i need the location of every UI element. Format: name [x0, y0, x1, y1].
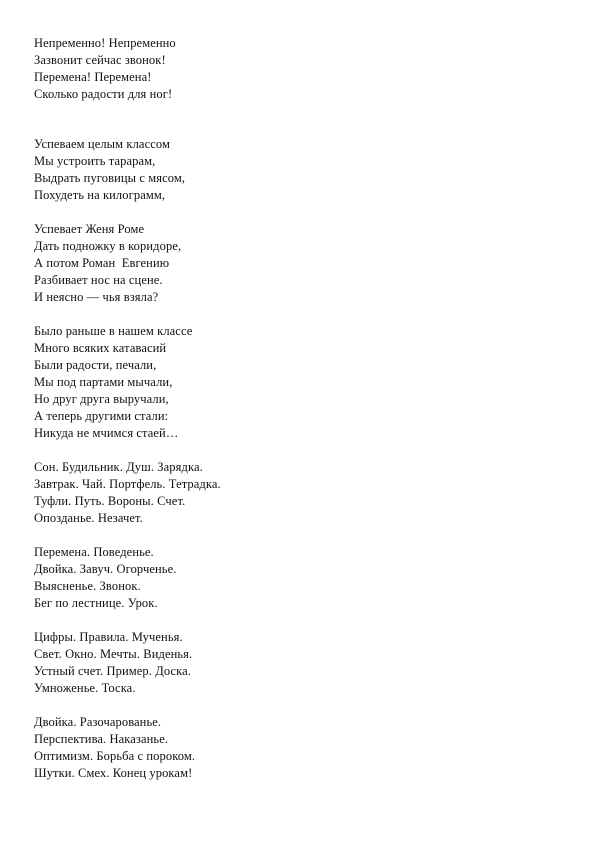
poem-line: Опозданье. Незачет.	[34, 511, 143, 525]
poem-line: Оптимизм. Борьба с пороком.	[34, 749, 196, 763]
poem-line: Были радости, печали,	[34, 358, 157, 372]
stanza-4	[34, 323, 221, 442]
poem-line: Сон. Будильник. Душ. Зарядка.	[34, 460, 203, 474]
stanza-gap	[34, 103, 221, 136]
poem-line: Похудеть на килограмм,	[34, 188, 166, 202]
poem-line: Перемена. Поведенье.	[34, 545, 154, 559]
stanza-gap	[34, 527, 221, 544]
poem-line: Зазвонит сейчас звонок!	[34, 53, 166, 67]
poem-line: А потом Роман Евгению	[34, 256, 170, 270]
poem-line: Свет. Окно. Мечты. Виденья.	[34, 647, 193, 661]
stanza-8	[34, 714, 221, 782]
poem-line: Мы под партами мычали,	[34, 375, 173, 389]
poem-line: Разбивает нос на сцене.	[34, 273, 163, 287]
poem-line: А теперь другими стали:	[34, 409, 169, 423]
poem-line: Двойка. Разочарованье.	[34, 715, 162, 729]
poem-text	[34, 35, 221, 782]
stanza-5	[34, 459, 221, 527]
stanza-3	[34, 221, 221, 306]
poem-line: Никуда не мчимся стаей…	[34, 426, 179, 440]
poem-line: Двойка. Завуч. Огорченье.	[34, 562, 177, 576]
poem-line: Но друг друга выручали,	[34, 392, 169, 406]
stanza-gap	[34, 612, 221, 629]
poem-line: Непременно! Непременно	[34, 36, 176, 50]
poem-line: Цифры. Правила. Мученья.	[34, 630, 183, 644]
poem-line: Устный счет. Пример. Доска.	[34, 664, 191, 678]
stanza-6	[34, 544, 221, 612]
poem-line: Сколько радости для ног!	[34, 87, 173, 101]
poem-line: Много всяких катавасий	[34, 341, 167, 355]
poem-line: Дать подножку в коридоре,	[34, 239, 182, 253]
poem-line: Завтрак. Чай. Портфель. Тетрадка.	[34, 477, 221, 491]
poem-line: Мы устроить тарарам,	[34, 154, 156, 168]
poem-line: Перспектива. Наказанье.	[34, 732, 169, 746]
stanza-gap	[34, 442, 221, 459]
poem-line: Умноженье. Тоска.	[34, 681, 136, 695]
poem-line: Успевает Женя Роме	[34, 222, 145, 236]
poem-line: Перемена! Перемена!	[34, 70, 152, 84]
poem-line: Было раньше в нашем классе	[34, 324, 193, 338]
stanza-gap	[34, 306, 221, 323]
poem-line: И неясно — чья взяла?	[34, 290, 159, 304]
poem-line: Выдрать пуговицы с мясом,	[34, 171, 186, 185]
stanza-gap	[34, 697, 221, 714]
poem-line: Туфли. Путь. Вороны. Счет.	[34, 494, 186, 508]
poem-line: Бег по лестнице. Урок.	[34, 596, 158, 610]
stanza-2	[34, 136, 221, 204]
poem-line: Шутки. Смех. Конец урокам!	[34, 766, 193, 780]
stanza-7	[34, 629, 221, 697]
poem-line: Выясненье. Звонок.	[34, 579, 141, 593]
poem-line: Успеваем целым классом	[34, 137, 170, 151]
stanza-gap	[34, 204, 221, 221]
stanza-1	[34, 35, 221, 103]
